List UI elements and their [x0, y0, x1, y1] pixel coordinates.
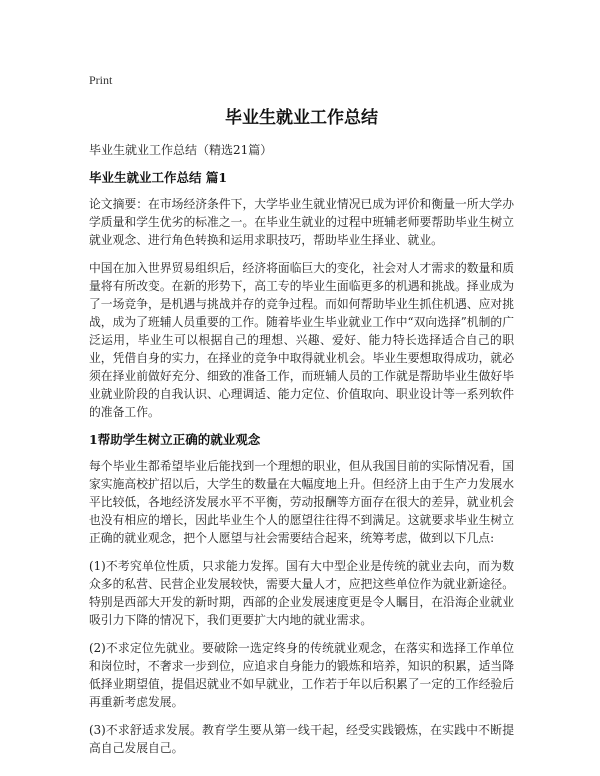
- section-heading-2: 1帮助学生树立正确的就业观念: [89, 432, 261, 447]
- body-paragraph: 每个毕业生都希望毕业后能找到一个理想的职业，但从我国目前的实际情况看，国家实施高校扩招以后，大学生的数量在大幅度地上升。但经济上由于生产力发展水平比较低，各地经济发展水平不平衡，劳动报酬等方面存在很大的差异，就业机会也没有相应的增长，因此毕业生个人的愿望往往得不到满足。这就要求毕业生树立正确的就业观念，把个人愿望与社会需要结合起来，统筹考虑，做到以下几点:: [89, 459, 514, 545]
- point-1-paragraph: (1)不考究单位性质，只求能力发挥。国有大中型企业是传统的就业去向，而为数众多的私营、民营企业发展较快，需要大量人才，应把这些单位作为就业新途径。特别是西部大开发的新时期，西部的企业发展速度更是令人瞩目，在沿海企业就业吸引力下降的情况下，我们更要扩大内地的就业需求。: [89, 559, 514, 627]
- document-title: 毕业生就业工作总结: [225, 108, 378, 128]
- point-3-paragraph: (3)不求舒适求发展。教育学生要从第一线干起，经受实践锻炼，在实践中不断提高自己发展自己。: [89, 723, 514, 755]
- section-heading-1: 毕业生就业工作总结 篇1: [89, 170, 228, 185]
- document-subtitle: 毕业生就业工作总结（精选21篇）: [89, 143, 273, 157]
- print-link[interactable]: Print: [89, 73, 113, 87]
- intro-paragraph: 中国在加入世界贸易组织后，经济将面临巨大的变化，社会对人才需求的数量和质量将有所改变。在新的形势下，高工专的毕业生面临更多的机遇和挑战。择业成为了一场竞争，是机遇与挑战并存的竞争过程。而如何帮助毕业生抓住机遇、应对挑战，成为了班辅人员重要的工作。随着毕业生毕业就业工作中“双向选择”机制的广泛运用，毕业生可以根据自己的理想、兴趣、爱好、能力特长选择适合自己的职业，凭借自身的实力，在择业的竞争中取得就业机会。毕业生要想取得成功，就必须在择业前做好充分、细致的准备工作，而班辅人员的工作就是帮助毕业生做好毕业就业阶段的自我认识、心理调适、能力定位、价值取向、职业设计等一系列软件的准备工作。: [89, 261, 514, 419]
- abstract-paragraph: 论文摘要：在市场经济条件下，大学毕业生就业情况已成为评价和衡量一所大学办学质量和学生优劣的标准之一。在毕业生就业的过程中班辅老师要帮助毕业生树立就业观念、进行角色转换和运用求职技巧，帮助毕业生择业、就业。: [89, 197, 514, 247]
- point-2-paragraph: (2)不求定位先就业。要破除一选定终身的传统就业观念，在落实和选择工作单位和岗位时，不奢求一步到位，应追求自身能力的锻炼和培养，知识的积累，适当降低择业期望值，提倡迟就业不如早就业，工作若于年以后积累了一定的工作经验后再重新考虑发展。: [89, 641, 514, 709]
